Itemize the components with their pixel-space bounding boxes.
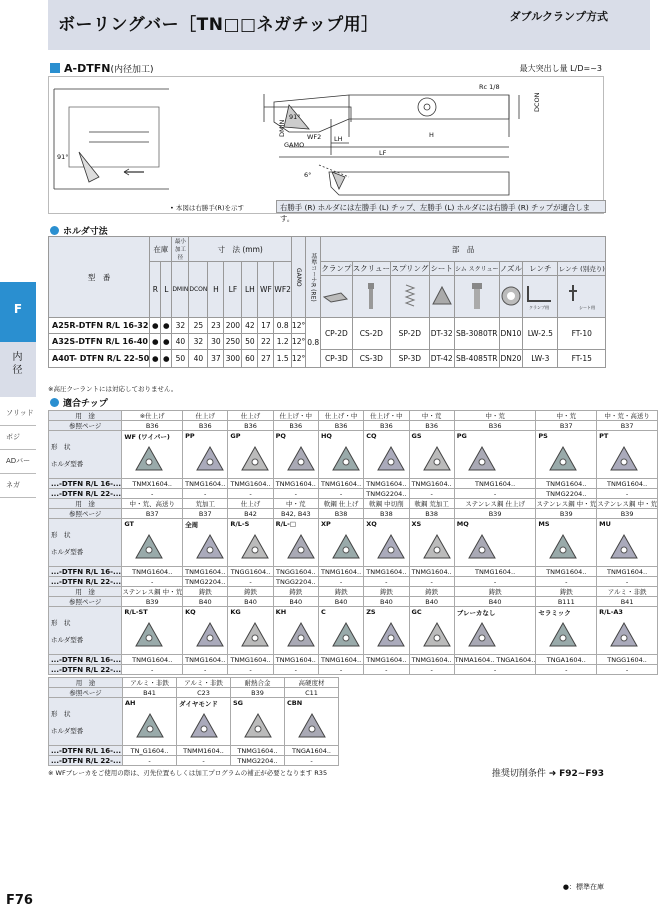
model-suffix: (内径加工) (110, 65, 154, 75)
chip-cell[interactable]: WF (ワイパー) (122, 431, 183, 479)
chip-cell[interactable]: PP (183, 431, 228, 479)
chip-shape-row: 形 状 ホルダ型番 R/L-ST KQ KG KH C ZS GC ブレーカなし セラミック R/L-A3 (49, 607, 658, 655)
side-menu (0, 402, 36, 498)
chip-cell[interactable]: GC (409, 607, 454, 655)
page-header (48, 0, 650, 50)
svg-text:クランプ用: クランプ用 (529, 304, 550, 310)
label-dcon: DCON (533, 92, 541, 112)
chip-cell[interactable]: KG (228, 607, 273, 655)
chip-insert-icon (548, 533, 578, 561)
th-minbore: 最小加工径 (172, 237, 189, 262)
section-square-icon (50, 63, 60, 73)
chip-table-2: 用 途 アルミ・非鉄 アルミ・非鉄 耐熱合金 高硬度材 参照ページ B41 C23 B39 C11 形 状 ホルダ型番 AH ダイヤモンド SG CBN ...-DTFN R/L 16-... TN_G1604.. TNMM1604.. TNMG1604.. TNGA1604.. ...-DTFN R/L 22-... - - TNMG2204.. - (48, 677, 339, 766)
drawing-note-right: 右勝手 (R) ホルダには左勝手 (L) チップ、左勝手 (L) ホルダには右勝手 (R) チップが適合します。 (276, 200, 606, 213)
th-model: 型 番 (49, 237, 150, 318)
legend-stock: ●：標準在庫 (562, 883, 604, 891)
page-title: ボーリングバー［TN□□ネガチップ用］ (58, 15, 379, 35)
side-menu-posi[interactable]: ボジ (0, 426, 36, 450)
chip-cell[interactable]: R/L-A3 (597, 607, 658, 655)
chip-cell[interactable]: ダイヤモンド (177, 698, 231, 746)
chip-insert-icon (240, 533, 270, 561)
label-rc: Rc 1/8 (479, 83, 500, 91)
chip-insert-icon (422, 533, 452, 561)
chip-insert-icon (134, 621, 164, 649)
model-name: A-DTFN (64, 62, 111, 75)
th-corner: 基準コーナR (RE) (306, 237, 321, 318)
chip-cell[interactable]: CQ (364, 431, 409, 479)
shim-screw-icon (454, 276, 499, 318)
chip-cell[interactable]: R/L-ST (122, 607, 183, 655)
chip-shape-row: 形 状 ホルダ型番 GT 全周 R/L-S R/L-□ XP XQ XS MQ MS MU (49, 519, 658, 567)
chip-cell[interactable]: PT (597, 431, 658, 479)
holder-row: A25R-DTFN R/L 16-32 ● ● 32 25 23 200 42 17 0.8 12° 0.8 CP-2D CS-2D SP-2D DT-32 SB-3080TR DN10 LW-2.5 FT-10 (49, 318, 606, 334)
label-h: H (429, 131, 434, 139)
holder-note: ※高圧クーラントには対応しておりません。 (48, 385, 178, 393)
holder-row: A32S-DTFN R/L 16-40 ● ● 40 32 30 250 50 22 1.2 12° (49, 334, 606, 350)
technical-drawing (48, 76, 604, 214)
chip-insert-icon (243, 712, 273, 740)
chip-insert-icon (195, 533, 225, 561)
chip-cell[interactable]: GP (228, 431, 273, 479)
sheet-icon (429, 276, 454, 318)
th-parts: 部 品 (321, 237, 606, 262)
chip-cell[interactable]: GT (122, 519, 183, 567)
chip-cell[interactable]: KH (273, 607, 318, 655)
side-tab-f[interactable]: F (0, 282, 36, 342)
chip-insert-icon (286, 621, 316, 649)
label-lf: LF (379, 149, 387, 157)
chip-insert-icon (422, 445, 452, 473)
chip-cell[interactable]: ZS (364, 607, 409, 655)
chip-cell[interactable]: AH (123, 698, 177, 746)
page-number: F76 (6, 893, 33, 908)
chip-insert-icon (286, 445, 316, 473)
recommended-conditions[interactable]: 推奨切削条件 ➜ F92~F93 (491, 769, 604, 779)
chip-cell[interactable]: KQ (183, 607, 228, 655)
chip-insert-icon (376, 533, 406, 561)
side-menu-nega[interactable]: ネガ (0, 474, 36, 498)
chip-insert-icon (286, 533, 316, 561)
chip-shape-row: 形 状 ホルダ型番 WF (ワイパー) PP GP PQ HQ CQ GS PG PS PT (49, 431, 658, 479)
chip-cell[interactable]: R/L-□ (273, 519, 318, 567)
chips-footnote: ※ WFブレーカをご使用の際は、刃先位置もしくは加工プログラムの補正が必要となります R35 (48, 769, 328, 777)
chip-insert-icon (297, 712, 327, 740)
chip-cell[interactable]: MU (597, 519, 658, 567)
side-menu-adbar[interactable]: ADバー (0, 450, 36, 474)
chip-cell[interactable]: C (318, 607, 363, 655)
chip-cell[interactable]: PQ (273, 431, 318, 479)
section-bullet-icon (50, 398, 59, 407)
th-gamo: GAMO (291, 237, 305, 318)
chip-cell[interactable]: R/L-S (228, 519, 273, 567)
chip-cell[interactable]: 全周 (183, 519, 228, 567)
chip-insert-icon (376, 621, 406, 649)
model-heading (50, 62, 153, 75)
drawing-svg (49, 77, 605, 215)
label-dmin: DMIN (278, 119, 286, 137)
chip-insert-icon (135, 712, 165, 740)
chip-shape-row: 形 状 ホルダ型番 AH ダイヤモンド SG CBN (49, 698, 339, 746)
max-overhang: 最大突出し量 L/D=~3 (519, 64, 602, 73)
chip-cell[interactable]: CBN (285, 698, 339, 746)
nozzle-icon (499, 276, 522, 318)
chip-cell[interactable]: MS (536, 519, 597, 567)
chip-insert-icon (609, 621, 639, 649)
chip-cell[interactable]: PG (454, 431, 536, 479)
label-6deg: 6° (304, 171, 312, 179)
holder-table: 型 番 在庫 最小加工径 寸 法 (mm) GAMO 基準コーナR (RE) 部 品 R L DMIN DCON H LF LH WF WF2 クランプ スクリュー スプリング シート シム スクリュー ノズル レンチ レンチ (別売り) クランプ用 シート用 A25R-DTFN R/L 16-32 ● ● 32 25 23 200 42 17 0.8 12° 0.8 CP-2D CS-2D SP-2D DT-32 SB-3080TR DN10 LW-2.5 FT-10 A32S-DTFN R/L 16-40 ● ● 40 32 30 250 50 22 1.2 12° A40T- DTFN R/L 22-50 ● ● 50 40 37 300 60 27 1.5 12° CP-3D CS-3D SP-3D DT-42 SB-4085TR DN20 LW-3 FT-15 (48, 236, 606, 368)
chip-cell[interactable]: XS (409, 519, 454, 567)
chip-insert-icon (240, 445, 270, 473)
label-91-left: 91° (57, 153, 69, 161)
chips-section-title: 適合チップ (50, 396, 108, 409)
page-subtitle: ダブルクランプ方式 (509, 10, 608, 23)
chip-cell[interactable]: ブレーカなし (454, 607, 536, 655)
chip-table: 用 途 ※仕上げ 仕上げ 仕上げ 仕上げ・中 仕上げ・中 仕上げ・中 中・荒 中・荒 中・荒 中・荒・高送り 参照ページ B36 B36 B36 B36 B36 B36 B36 B36 B37 B37 形 状 ホルダ型番 WF (ワイパー) PP GP PQ HQ CQ GS PG PS PT ...-DTFN R/L 16-... TNMX1604.. TNMG1604.. TNMG1604.. TNMG1604.. TNMG1604.. TNMG1604.. TNMG1604.. TNMG1604.. TNMG1604.. TNMG1604.. ...-DTFN R/L 22-... - - - - - TNMG2204.. - - TNMG2204.. - 用 途 中・荒、高送り 荒加工 仕上げ 中・荒 軟鋼 仕上げ 軟鋼 中切削 軟鋼 荒加工 ステンレス鋼 仕上げ ステンレス鋼 中・荒 ステンレス鋼 中・荒 参照ページ B37 B37 B42 B42, B43 B38 B38 B38 B39 B39 B39 形 状 ホルダ型番 GT 全周 R/L-S R/L-□ XP XQ XS MQ MS MU ...-DTFN R/L 16-... TNMG1604.. TNMG1604.. TNGG1604.. TNGG1604.. TNMG1604.. TNMG1604.. TNMG1604.. TNMG1604.. TNMG1604.. TNMG1604.. ...-DTFN R/L 22-... - TNMG2204.. - TNGG2204.. - - - - - - 用 途 ステンレス鋼 中・荒 鋳鉄 鋳鉄 鋳鉄 鋳鉄 鋳鉄 鋳鉄 鋳鉄 鋳鉄 アルミ・非鉄 参照ページ B39 B40 B40 B40 B40 B40 B40 B40 B111 B41 形 状 ホルダ型番 R/L-ST KQ KG KH C ZS GC ブレーカなし セラミック R/L-A3 ...-DTFN R/L 16-... TNMG1604.. TNMG1604.. TNMG1604.. TNMG1604.. TNMG1604.. TNMG1604.. TNMG1604.. TNMA1604.. TNGA1604.. TNGA1604.. TNGG1604.. ...-DTFN R/L 22-... - - - - - - - - - - (48, 410, 658, 675)
chip-insert-icon (134, 445, 164, 473)
chip-insert-icon (331, 533, 361, 561)
label-91: 91° (289, 113, 301, 121)
chip-cell[interactable]: SG (231, 698, 285, 746)
wrench2-icon (558, 276, 606, 318)
chip-cell[interactable]: MQ (454, 519, 536, 567)
chip-insert-icon (609, 533, 639, 561)
side-menu-solid[interactable]: ソリッド (0, 402, 36, 426)
chip-insert-icon (134, 533, 164, 561)
chip-cell[interactable]: PS (536, 431, 597, 479)
chip-insert-icon (331, 445, 361, 473)
chip-cell[interactable]: GS (409, 431, 454, 479)
clamp-icon (321, 276, 352, 318)
side-label: 内径 (10, 351, 21, 377)
chip-cell[interactable]: XQ (364, 519, 409, 567)
chip-insert-icon (422, 621, 452, 649)
chip-cell[interactable]: XP (318, 519, 363, 567)
chip-insert-icon (609, 445, 639, 473)
chip-insert-icon (376, 445, 406, 473)
section-bullet-icon (50, 226, 59, 235)
th-dims: 寸 法 (mm) (189, 237, 292, 262)
holder-row: A40T- DTFN R/L 22-50 ● ● 50 40 37 300 60 27 1.5 12° CP-3D CS-3D SP-3D DT-42 SB-4085TR DN20 LW-3 FT-15 (49, 350, 606, 368)
label-wf2: WF2 (307, 133, 322, 141)
chip-insert-icon (548, 445, 578, 473)
chip-cell[interactable]: セラミック (536, 607, 597, 655)
chip-insert-icon (467, 621, 497, 649)
drawing-note-left: • 本図は右勝手(R)を示す (170, 204, 244, 212)
svg-text:シート用: シート用 (578, 304, 595, 310)
chip-insert-icon (467, 445, 497, 473)
chip-insert-icon (195, 445, 225, 473)
chip-insert-icon (467, 533, 497, 561)
spring-icon (391, 276, 429, 318)
holder-section-title: ホルダ寸法 (50, 224, 108, 237)
wrench-icon (523, 276, 558, 318)
chip-insert-icon (195, 621, 225, 649)
chip-cell[interactable]: HQ (318, 431, 363, 479)
chip-insert-icon (548, 621, 578, 649)
label-gamo: GAMO (284, 141, 305, 149)
chip-insert-icon (240, 621, 270, 649)
chip-insert-icon (331, 621, 361, 649)
screw-icon (352, 276, 391, 318)
th-stock: 在庫 (150, 237, 172, 262)
label-lh: LH (334, 135, 343, 143)
chip-insert-icon (189, 712, 219, 740)
